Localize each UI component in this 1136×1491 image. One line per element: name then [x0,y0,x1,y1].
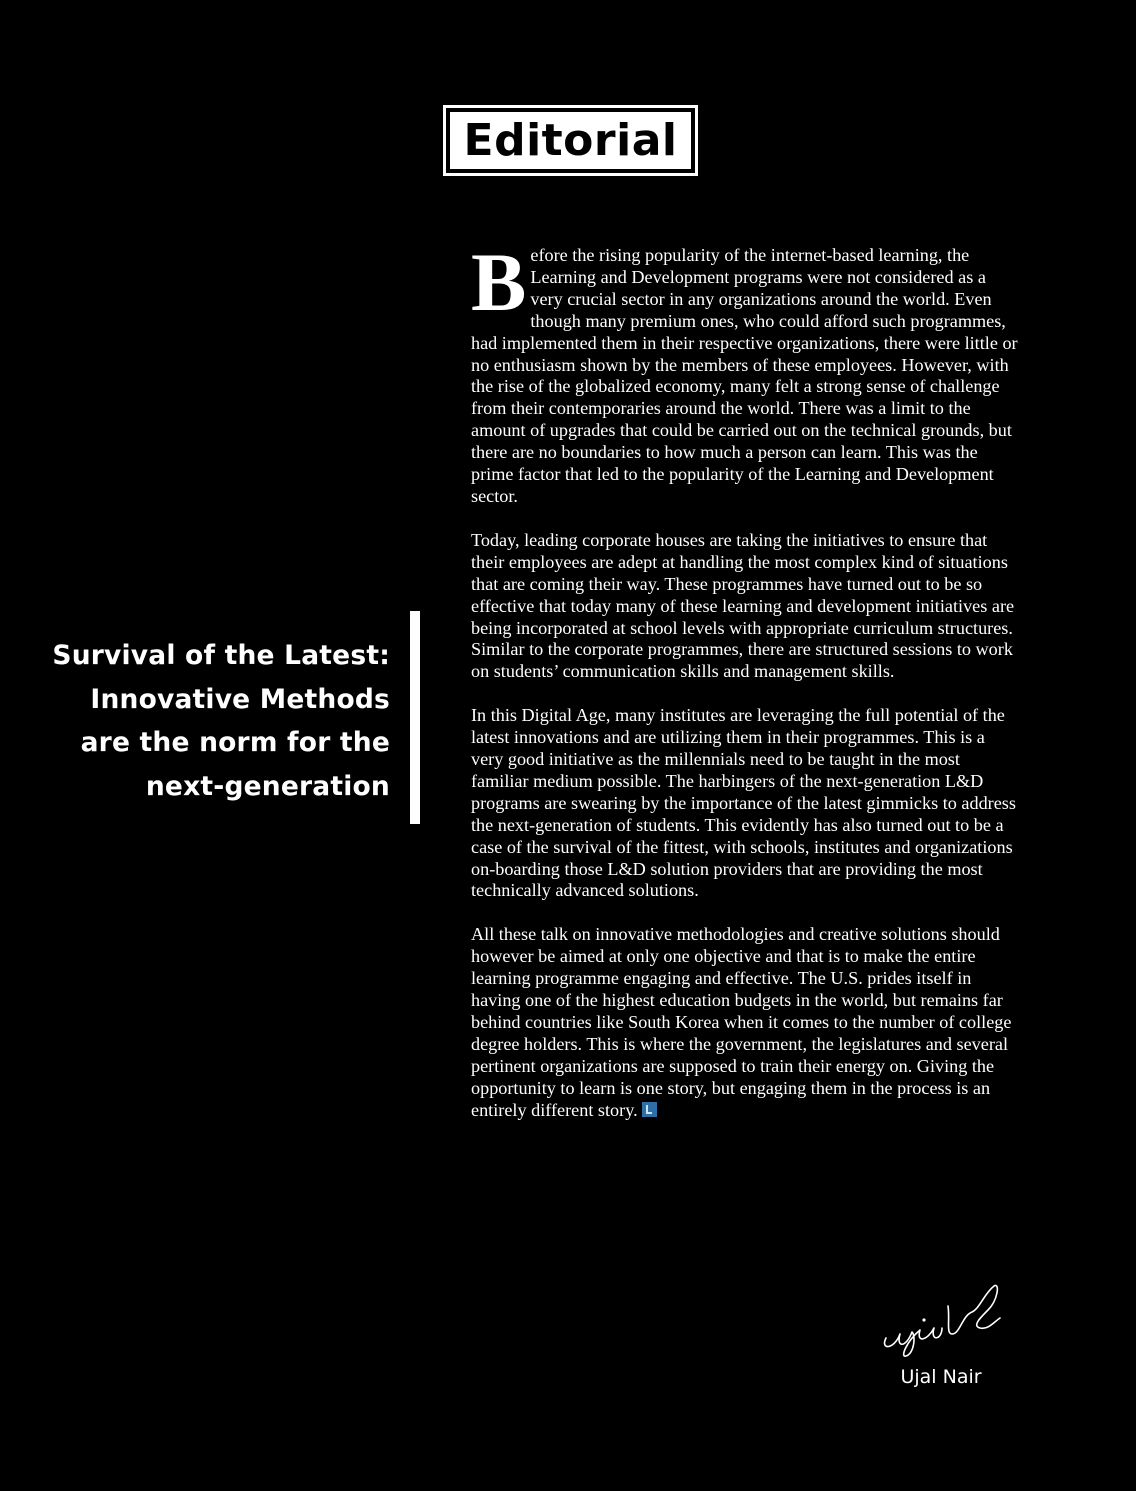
masthead-box [443,105,698,176]
article-body [471,236,1021,1144]
pull-quote-line: next-generation [145,770,390,802]
masthead-fill [450,112,691,169]
pull-quote [40,634,390,808]
signature-graphic [876,1276,1006,1358]
section-title: Editorial [463,114,678,166]
pull-quote-line: are the norm for the [80,727,390,758]
pull-quote-line: Survival of the Latest: [52,640,390,671]
article-paragraph: In this Digital Age, many institutes are leveraging the full potential of the latest innovations and are utilizing them in their programmes. This is a very good initiative as the millennials need to be taught in the most familiar medium possible. The harbingers of the next-generation L&D programs are swearing by the importance of the latest gimmicks to address the next-generation of students. This evidently has also turned out to be a case of the survival of the fittest, with schools, institutes and organizations on-boarding those L&D solution providers that are providing the most technically advanced solutions. [471,705,1016,901]
signature-dot [922,1318,925,1321]
pull-quote-divider [410,611,420,824]
paragraph-text: efore the rising popularity of the internet-based learning, the Learning and Development programs were not considered as a very crucial sector in any organizations around the world. Even though many premium ones, who could afford such programmes, had implemented them in their respective organizations, there were little or no enthusiasm shown by the members of these employees. However, with the rise of the globalized economy, many felt a strong sense of challenge from their contemporaries around the world. There was a limit to the amount of upgrades that could be carried out on the technical grounds, but there are no boundaries to how much a person can learn. This was the prime factor that led to the popularity of the Learning and Development sector. [471,245,1018,506]
author-name: Ujal Nair [900,1366,982,1388]
end-of-article-icon [642,1102,657,1117]
paragraph-text: All these talk on innovative methodologies and creative solutions should however be aimed at only one objective and that is to make the entire learning programme engaging and effective. The U.S. prides itself in having one of the highest education budgets in the world, but remains far behind countries like South Korea when it comes to the number of college degree holders. This is where the government, the legislatures and several pertinent organizations are supposed to train their energy on. Giving the opportunity to learn is one story, but engaging them in the process is an entirely different story. [471,924,1012,1120]
article-paragraph [471,236,1021,508]
article-paragraph: Today, leading corporate houses are taking the initiatives to ensure that their employees are adept at handling the most complex kind of situations that are coming their way. These programmes have turned out to be so effective that today many of these learning and development initiatives are being incorporated at school levels with appropriate curriculum structures. Similar to the corporate programmes, there are structured sessions to work on students’ communication skills and management skills. [471,529,1015,682]
pull-quote-line: Innovative Methods [90,683,390,715]
signature-stroke [885,1285,1000,1356]
drop-cap: B [471,236,527,328]
article-paragraph [471,924,1021,1121]
